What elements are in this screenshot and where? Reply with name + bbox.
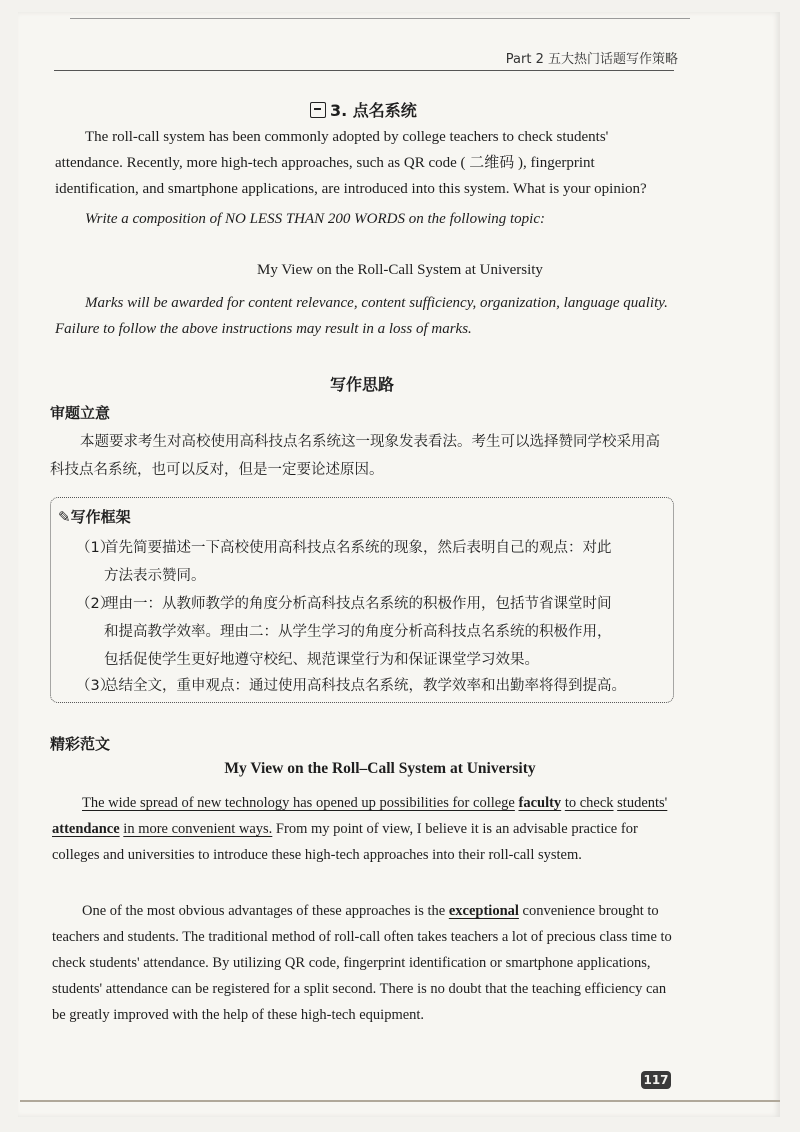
thinking-heading: 写作思路 bbox=[330, 375, 395, 394]
underlined-text: students' bbox=[617, 795, 668, 811]
prompt-paragraph: The roll-call system has been commonly adopted by college teachers to check students' attendance. Recently, more high-tech approaches, such as QR code ( 二维码 ), fingerprint identification, and smartphone applications, are introduced into this system. What is your opinion? bbox=[55, 129, 647, 197]
prompt-marks: Marks will be awarded for content relevance, content sufficiency, organization, language quality. Failure to follow the above instructions may result in a loss of marks. bbox=[55, 295, 668, 337]
prompt-topic: My View on the Roll-Call System at University bbox=[257, 262, 543, 278]
top-rule bbox=[70, 18, 690, 19]
paragraph-text: convenience brought to teachers and students. The traditional method of roll-call often takes teachers a lot of precious class time to check students' attendance. By utilizing QR code, fingerprint identification or smartphone applications, students' attendance can be registered for a split second. There is no doubt that the teaching efficiency can be greatly improved with the help of these high-tech equipment. bbox=[52, 903, 672, 1023]
item-text: 理由一：从教师教学的角度分析高科技点名系统的积极作用，包括节省课堂时间 bbox=[104, 596, 612, 612]
framework-title bbox=[58, 506, 131, 527]
item-text: 首先简要描述一下高校使用高科技点名系统的现象，然后表明自己的观点：对此 bbox=[104, 540, 612, 556]
section-title-text: 3. 点名系统 bbox=[330, 101, 417, 120]
item-number: （1） bbox=[76, 540, 115, 556]
essay-paragraph-1 bbox=[52, 790, 674, 868]
item-number: （2） bbox=[76, 596, 115, 612]
underlined-text: to check bbox=[564, 795, 614, 811]
item-text: 包括促使学生更好地遵守校纪、规范课堂行为和保证课堂学习效果。 bbox=[104, 652, 539, 668]
keyword: exceptional bbox=[448, 903, 519, 919]
keyword: attendance bbox=[52, 821, 120, 837]
bottom-rule bbox=[20, 1100, 780, 1102]
item-text: 总结全文，重申观点：通过使用高科技点名系统，教学效率和出勤率将得到提高。 bbox=[104, 678, 626, 694]
item-number: （3） bbox=[76, 678, 115, 694]
paragraph-text: From my point of view, I believe it is an advisable practice for colleges and universities to introduce these high-tech approaches into their roll-call system. bbox=[52, 821, 638, 863]
paragraph-text: One of the most obvious advantages of these approaches is the bbox=[82, 903, 449, 919]
pencil-icon: ✎ bbox=[58, 508, 71, 526]
prompt-instruction: Write a composition of NO LESS THAN 200 WORDS on the following topic: bbox=[85, 211, 545, 227]
item-text: 方法表示赞同。 bbox=[104, 568, 206, 584]
header-rule bbox=[54, 70, 674, 71]
item-text: 和提高教学效率。理由二：从学生学习的角度分析高科技点名系统的积极作用， bbox=[104, 624, 612, 640]
essay-paragraph-2 bbox=[52, 898, 674, 1028]
framework-item-3 bbox=[76, 672, 666, 700]
essay-title: My View on the Roll–Call System at University bbox=[224, 760, 536, 777]
framework-title-text: 写作框架 bbox=[70, 508, 131, 526]
page-number: 117 bbox=[641, 1071, 671, 1089]
underlined-text: The wide spread of new technology has opened up possibilities for college bbox=[82, 795, 515, 811]
thinking-paragraph: 本题要求考生对高校使用高科技点名系统这一现象发表看法。考生可以选择赞同学校采用高科技点名系统，也可以反对，但是一定要论述原因。 bbox=[50, 434, 660, 478]
running-head: Part 2 五大热门话题写作策略 bbox=[505, 52, 678, 67]
thinking-subheading: 审题立意 bbox=[50, 404, 111, 422]
essay-heading: 精彩范文 bbox=[50, 735, 111, 753]
underlined-text: in more convenient ways. bbox=[123, 821, 273, 837]
keyword: faculty bbox=[518, 795, 562, 811]
document-icon bbox=[310, 102, 326, 118]
framework-item-1 bbox=[76, 534, 666, 590]
framework-item-2 bbox=[76, 590, 666, 674]
section-title bbox=[310, 98, 417, 121]
